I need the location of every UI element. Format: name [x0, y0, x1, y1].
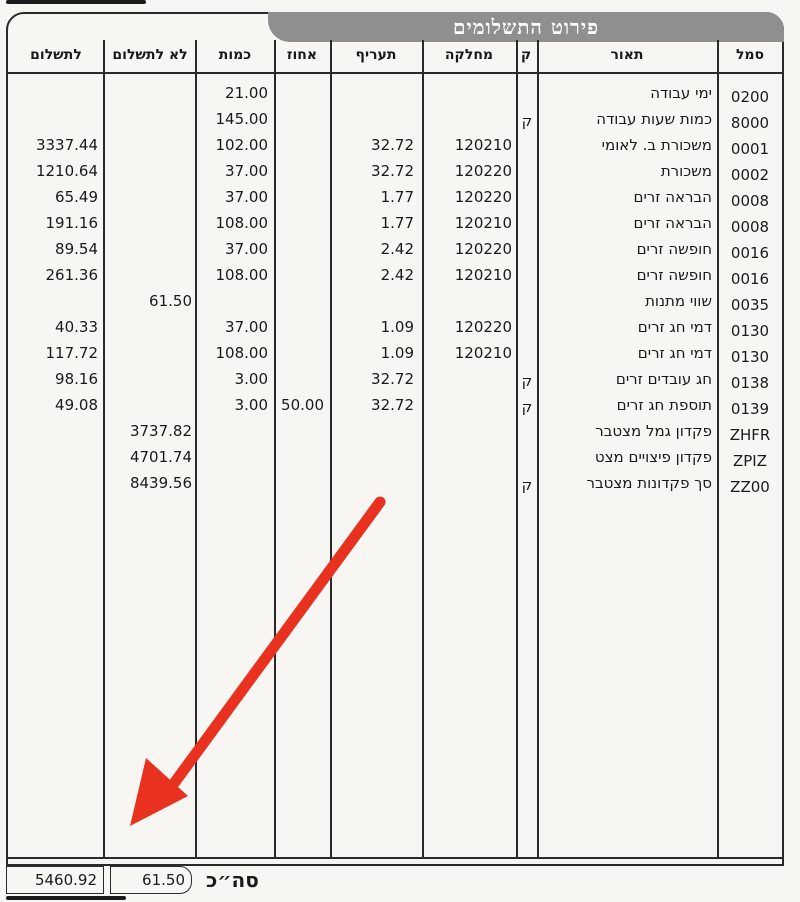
cell-rate: 1.09: [380, 318, 414, 336]
cell-symbol: 0130: [730, 348, 770, 366]
cell-k: ק: [521, 112, 533, 130]
cell-department: 120220: [454, 240, 512, 258]
cell-rate: 1.77: [380, 188, 414, 206]
cell-symbol: 0130: [730, 322, 770, 340]
cell-rate: 32.72: [371, 370, 414, 388]
cell-rate: 1.09: [380, 344, 414, 362]
cell-department: 120220: [454, 318, 512, 336]
cell-payable: 40.33: [55, 318, 98, 336]
cell-payable: 98.16: [55, 370, 98, 388]
cell-payable: 65.49: [55, 188, 98, 206]
cell-description: סך פקדונות מצטבר: [586, 474, 712, 492]
header-department: מחלקה: [444, 47, 494, 63]
header-not-payable: לא לתשלום: [112, 47, 188, 63]
cell-quantity: 102.00: [215, 136, 268, 154]
cell-quantity: 145.00: [215, 110, 268, 128]
cell-description: חופשה זרים: [636, 240, 712, 258]
cell-rate: 2.42: [380, 266, 414, 284]
cell-k: ק: [521, 372, 533, 390]
cell-symbol: ZZ00: [730, 478, 770, 496]
header-quantity: כמות: [218, 47, 252, 63]
header-rate: תעריף: [355, 47, 397, 63]
cell-description: הבראה זרים: [633, 188, 712, 206]
cell-description: דמי חג זרים: [637, 344, 712, 362]
cell-symbol: 0016: [730, 270, 770, 288]
cell-description: הבראה זרים: [633, 214, 712, 232]
cell-symbol: 0139: [730, 400, 770, 418]
cell-department: 120220: [454, 188, 512, 206]
cell-quantity: 108.00: [215, 266, 268, 284]
cell-description: חג עובדים זרים: [615, 370, 712, 388]
cell-department: 120210: [454, 214, 512, 232]
cell-description: פקדון גמל מצטבר: [595, 422, 712, 440]
arrow-shaft: [175, 502, 380, 782]
cell-payable: 1210.64: [35, 162, 98, 180]
total-label: סה״כ: [206, 868, 259, 892]
cell-quantity: 3.00: [234, 396, 268, 414]
cell-symbol: 0138: [730, 374, 770, 392]
cell-rate: 32.72: [371, 162, 414, 180]
cell-department: 120210: [454, 136, 512, 154]
cell-department: 120210: [454, 344, 512, 362]
cell-payable: 49.08: [55, 396, 98, 414]
cell-payable: 117.72: [45, 344, 98, 362]
cell-quantity: 108.00: [215, 214, 268, 232]
cell-symbol: ZPIZ: [732, 452, 768, 470]
cell-description: שווי מתנות: [645, 292, 712, 310]
header-k: ק: [520, 47, 532, 63]
cell-symbol: 0002: [730, 166, 770, 184]
cell-not-payable: 8439.56: [129, 474, 192, 492]
cell-quantity: 108.00: [215, 344, 268, 362]
cell-description: תוספת חג זרים: [616, 396, 712, 414]
cell-department: 120210: [454, 266, 512, 284]
cell-symbol: ZHFR: [729, 426, 771, 444]
cell-k: ק: [521, 398, 533, 416]
cell-payable: 261.36: [45, 266, 98, 284]
cell-symbol: 0001: [730, 140, 770, 158]
cell-rate: 2.42: [380, 240, 414, 258]
cell-quantity: 3.00: [234, 370, 268, 388]
cell-description: חופשה זרים: [636, 266, 712, 284]
cell-rate: 32.72: [371, 396, 414, 414]
cell-symbol: 0200: [730, 88, 770, 106]
cell-description: פקדון פיצויים מצט: [594, 448, 712, 466]
cell-description: דמי חג זרים: [637, 318, 712, 336]
cell-quantity: 37.00: [225, 188, 268, 206]
total-not-payable: 61.50: [110, 866, 192, 894]
table-title: פירוט התשלומים: [268, 12, 784, 42]
cell-description: כמות שעות עבודה: [596, 110, 712, 128]
cell-description: משכורת: [660, 162, 712, 180]
header-symbol: סמל: [735, 47, 765, 63]
cell-description: ימי עבודה: [650, 84, 712, 102]
cell-symbol: 0016: [730, 244, 770, 262]
cell-k: ק: [521, 476, 533, 494]
cell-not-payable: 4701.74: [129, 448, 192, 466]
cell-symbol: 0035: [730, 296, 770, 314]
cell-not-payable: 3737.82: [129, 422, 192, 440]
header-percent: אחוז: [286, 47, 318, 63]
cell-payable: 3337.44: [35, 136, 98, 154]
header-payable: לתשלום: [30, 47, 82, 63]
cell-description: משכורת ב. לאומי: [601, 136, 712, 154]
cell-department: 120220: [454, 162, 512, 180]
cell-payable: 191.16: [45, 214, 98, 232]
cell-percent: 50.00: [281, 396, 324, 414]
cell-quantity: 37.00: [225, 240, 268, 258]
total-payable: 5460.92: [6, 866, 104, 894]
cell-rate: 32.72: [371, 136, 414, 154]
cell-quantity: 37.00: [225, 162, 268, 180]
cell-symbol: 0008: [730, 192, 770, 210]
cell-symbol: 8000: [730, 114, 770, 132]
cell-not-payable: 61.50: [149, 292, 192, 310]
cell-rate: 1.77: [380, 214, 414, 232]
cell-payable: 89.54: [55, 240, 98, 258]
cell-quantity: 21.00: [225, 84, 268, 102]
header-description: תאור: [610, 47, 644, 63]
cell-symbol: 0008: [730, 218, 770, 236]
cell-quantity: 37.00: [225, 318, 268, 336]
